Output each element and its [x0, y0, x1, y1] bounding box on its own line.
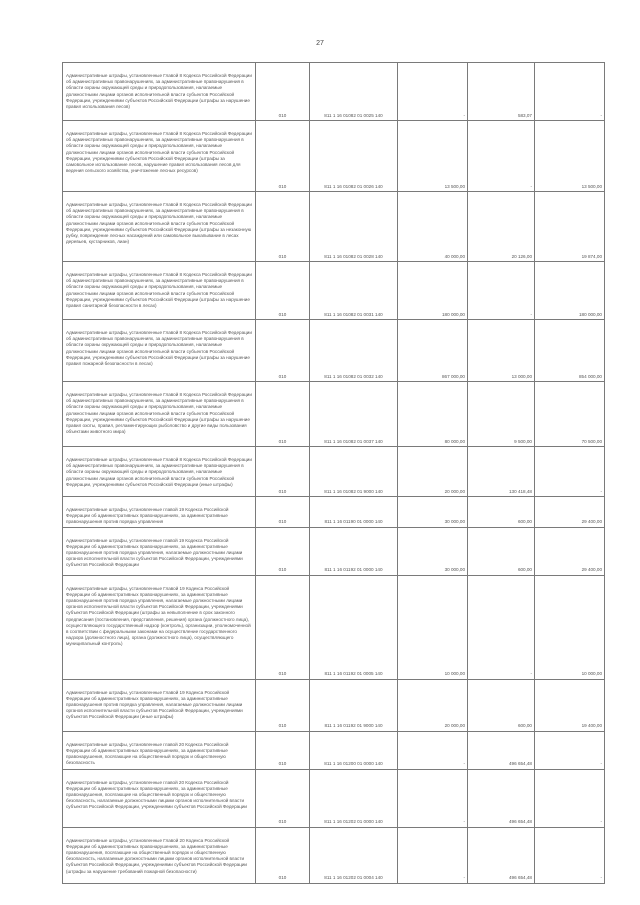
row-budget-code: 811 1 16 01202 01 0000 140 [310, 769, 398, 827]
row-approved: 20 000,00 [398, 447, 468, 497]
row-description: Административные штрафы, установленные Главой 8 Кодекса Российской Федерации об административных правонарушениях, за административные правонарушения в области охраны окружающей среды и природопользования, налагаемые должностными лицами органов исполнительной власти субъектов Российской Федерации, учреждениями субъектов Российской Федерации (штрафы за нарушение правил использования лесов) [63, 63, 256, 121]
row-executed: 20 126,00 [468, 192, 535, 262]
row-executed: 130 418,48 [468, 447, 535, 497]
row-approved: 10 000,00 [398, 575, 468, 679]
row-line-code: 010 [256, 382, 310, 447]
table-row [63, 679, 605, 731]
row-description: Административные штрафы, установленные главой 20 Кодекса Российской Федерации об административных правонарушениях, за административные правонарушения, посягающие на общественный порядок и общественную безопасность, налагаемые должностными лицами органов исполнительной власти субъектов Российской Федерации, учреждениями субъектов Российской Федерации [63, 769, 256, 827]
row-executed: 9 500,00 [468, 382, 535, 447]
row-line-code: 010 [256, 320, 310, 382]
table-row [63, 731, 605, 769]
row-description: Административные штрафы, установленные Главой 8 Кодекса Российской Федерации об административных правонарушениях, за административные правонарушения в области охраны окружающей среды и природопользования, налагаемые должностными лицами органов исполнительной власти субъектов Российской Федерации, учреждениями субъектов Российской Федерации (штрафы за самовольное использование лесов, нарушение правил использования лесов для ведения сельского хозяйства, уничтожение лесных ресурсов) [63, 121, 256, 192]
table-row [63, 447, 605, 497]
row-line-code: 010 [256, 527, 310, 575]
table-row [63, 262, 605, 320]
row-line-code: 010 [256, 575, 310, 679]
row-line-code: 010 [256, 769, 310, 827]
row-line-code: 010 [256, 827, 310, 883]
table-row [63, 497, 605, 528]
row-remainder: 70 500,00 [535, 382, 605, 447]
row-line-code: 010 [256, 679, 310, 731]
row-description: Административные штрафы, установленные Главой 8 Кодекса Российской Федерации об административных правонарушениях, за административные правонарушения в области охраны окружающей среды и природопользования, налагаемые должностными лицами органов исполнительной власти субъектов Российской Федерации, учреждениями субъектов Российской Федерации (штрафы за нарушение правил охоты, правил, регламентирующих рыболовство и другие виды пользования объектами животного мира) [63, 382, 256, 447]
row-approved: 30 000,00 [398, 497, 468, 528]
row-budget-code: 811 1 16 01082 01 0025 140 [310, 63, 398, 121]
row-remainder: - [535, 447, 605, 497]
row-line-code: 010 [256, 447, 310, 497]
row-description: Административные штрафы, установленные Главой 19 Кодекса Российской Федерации об административных правонарушениях, за административные правонарушения против порядка управления, налагаемые должностными лицами органов исполнительной власти субъектов Российской Федерации, учреждениями субъектов Российской Федерации (штрафы за невыполнение в срок законного предписания (постановления, представления, решения) органа (должностного лица), осуществляющего государственный надзор (контроль), организации, уполномоченной в соответствии с федеральными законами на осуществление государственного надзора (должностного лица), органа (должностного лица), осуществляющего муниципальный контроль) [63, 575, 256, 679]
table-row [63, 575, 605, 679]
row-budget-code: 811 1 16 01082 01 0026 140 [310, 121, 398, 192]
revenue-table [62, 62, 605, 884]
row-budget-code: 811 1 16 01200 01 0000 140 [310, 731, 398, 769]
row-executed: 600,00 [468, 497, 535, 528]
row-remainder: - [535, 63, 605, 121]
row-remainder: 10 000,00 [535, 575, 605, 679]
table-row [63, 527, 605, 575]
row-approved: 867 000,00 [398, 320, 468, 382]
row-description: Административные штрафы, установленные главой 19 Кодекса Российской Федерации об административных правонарушениях, за административные правонарушения против порядка управления [63, 497, 256, 528]
row-line-code: 010 [256, 121, 310, 192]
row-remainder: 19 400,00 [535, 679, 605, 731]
row-approved: 20 000,00 [398, 679, 468, 731]
table-row [63, 192, 605, 262]
row-description: Административные штрафы, установленные главой 20 Кодекса Российской Федерации об административных правонарушениях, за административные правонарушения, посягающие на общественный порядок и общественную безопасность [63, 731, 256, 769]
row-budget-code: 811 1 16 01082 01 0037 140 [310, 382, 398, 447]
row-approved: 40 000,00 [398, 192, 468, 262]
row-remainder: 29 400,00 [535, 527, 605, 575]
row-description: Административные штрафы, установленные Главой 20 Кодекса Российской Федерации об административных правонарушениях, за административные правонарушения, посягающие на общественный порядок и общественную безопасность, налагаемые должностными лицами органов исполнительной власти субъектов Российской Федерации, учреждениями субъектов Российской Федерации (штрафы за нарушение требований пожарной безопасности) [63, 827, 256, 883]
table-row [63, 382, 605, 447]
row-line-code: 010 [256, 731, 310, 769]
row-approved: - [398, 63, 468, 121]
row-budget-code: 811 1 16 01082 01 9000 140 [310, 447, 398, 497]
row-description: Административные штрафы, установленные Главой 19 Кодекса Российской Федерации об административных правонарушениях, за административные правонарушения против порядка управления, налагаемые должностными лицами органов исполнительной власти субъектов Российской Федерации, учреждениями субъектов Российской Федерации (иные штрафы) [63, 679, 256, 731]
row-budget-code: 811 1 16 01192 01 0005 140 [310, 575, 398, 679]
row-executed: 600,00 [468, 679, 535, 731]
row-description: Административные штрафы, установленные Главой 8 Кодекса Российской Федерации об административных правонарушениях, за административные правонарушения в области охраны окружающей среды и природопользования, налагаемые должностными лицами органов исполнительной власти субъектов Российской Федерации, учреждениями субъектов Российской Федерации (штрафы за незаконную рубку, повреждение лесных насаждений или самовольное выкапывание в лесах деревьев, кустарников, лиан) [63, 192, 256, 262]
row-budget-code: 811 1 16 01202 01 0004 140 [310, 827, 398, 883]
row-line-code: 010 [256, 192, 310, 262]
row-line-code: 010 [256, 497, 310, 528]
row-remainder: 29 400,00 [535, 497, 605, 528]
row-executed: - [468, 575, 535, 679]
row-line-code: 010 [256, 262, 310, 320]
row-approved: - [398, 827, 468, 883]
row-description: Административные штрафы, установленные главой 19 Кодекса Российской Федерации об административных правонарушениях, за административные правонарушения против порядка управления, налагаемые должностными лицами органов исполнительной власти субъектов Российской Федерации, учреждениями субъектов Российской Федерации [63, 527, 256, 575]
row-remainder: - [535, 827, 605, 883]
row-executed: - [468, 121, 535, 192]
row-budget-code: 811 1 16 01192 01 0000 140 [310, 527, 398, 575]
row-executed: 496 654,48 [468, 769, 535, 827]
row-remainder: 13 500,00 [535, 121, 605, 192]
row-budget-code: 811 1 16 01190 01 0000 140 [310, 497, 398, 528]
table-row [63, 827, 605, 883]
row-executed: 496 654,48 [468, 731, 535, 769]
table-row [63, 121, 605, 192]
row-executed: 13 000,00 [468, 320, 535, 382]
page-number: 27 [316, 40, 324, 47]
row-executed: 600,00 [468, 527, 535, 575]
row-description: Административные штрафы, установленные Главой 8 Кодекса Российской Федерации об административных правонарушениях, за административные правонарушения в области охраны окружающей среды и природопользования, налагаемые должностными лицами органов исполнительной власти субъектов Российской Федерации, учреждениями субъектов Российской Федерации (штрафы за нарушение правил санитарной безопасности в лесах) [63, 262, 256, 320]
table-row [63, 769, 605, 827]
row-approved: 80 000,00 [398, 382, 468, 447]
row-description: Административные штрафы, установленные Главой 8 Кодекса Российской Федерации об административных правонарушениях, за административные правонарушения в области охраны окружающей среды и природопользования, налагаемые должностными лицами органов исполнительной власти субъектов Российской Федерации, учреждениями субъектов Российской Федерации (иные штрафы) [63, 447, 256, 497]
row-remainder: - [535, 769, 605, 827]
row-executed: - [468, 262, 535, 320]
row-description: Административные штрафы, установленные Главой 8 Кодекса Российской Федерации об административных правонарушениях, за административные правонарушения в области охраны окружающей среды и природопользования, налагаемые должностными лицами органов исполнительной власти субъектов Российской Федерации, учреждениями субъектов Российской Федерации (штрафы за нарушение правил пожарной безопасности в лесах) [63, 320, 256, 382]
row-approved: 30 000,00 [398, 527, 468, 575]
row-remainder: 180 000,00 [535, 262, 605, 320]
row-approved: - [398, 769, 468, 827]
row-approved: 13 500,00 [398, 121, 468, 192]
row-approved: 180 000,00 [398, 262, 468, 320]
row-budget-code: 811 1 16 01192 01 9000 140 [310, 679, 398, 731]
row-budget-code: 811 1 16 01082 01 0028 140 [310, 192, 398, 262]
row-line-code: 010 [256, 63, 310, 121]
row-executed: 496 654,48 [468, 827, 535, 883]
row-executed: 583,07 [468, 63, 535, 121]
row-approved: - [398, 731, 468, 769]
row-remainder: 19 874,00 [535, 192, 605, 262]
table-row [63, 63, 605, 121]
row-remainder: 854 000,00 [535, 320, 605, 382]
table-row [63, 320, 605, 382]
row-budget-code: 811 1 16 01082 01 0032 140 [310, 320, 398, 382]
row-remainder: - [535, 731, 605, 769]
row-budget-code: 811 1 16 01082 01 0031 140 [310, 262, 398, 320]
